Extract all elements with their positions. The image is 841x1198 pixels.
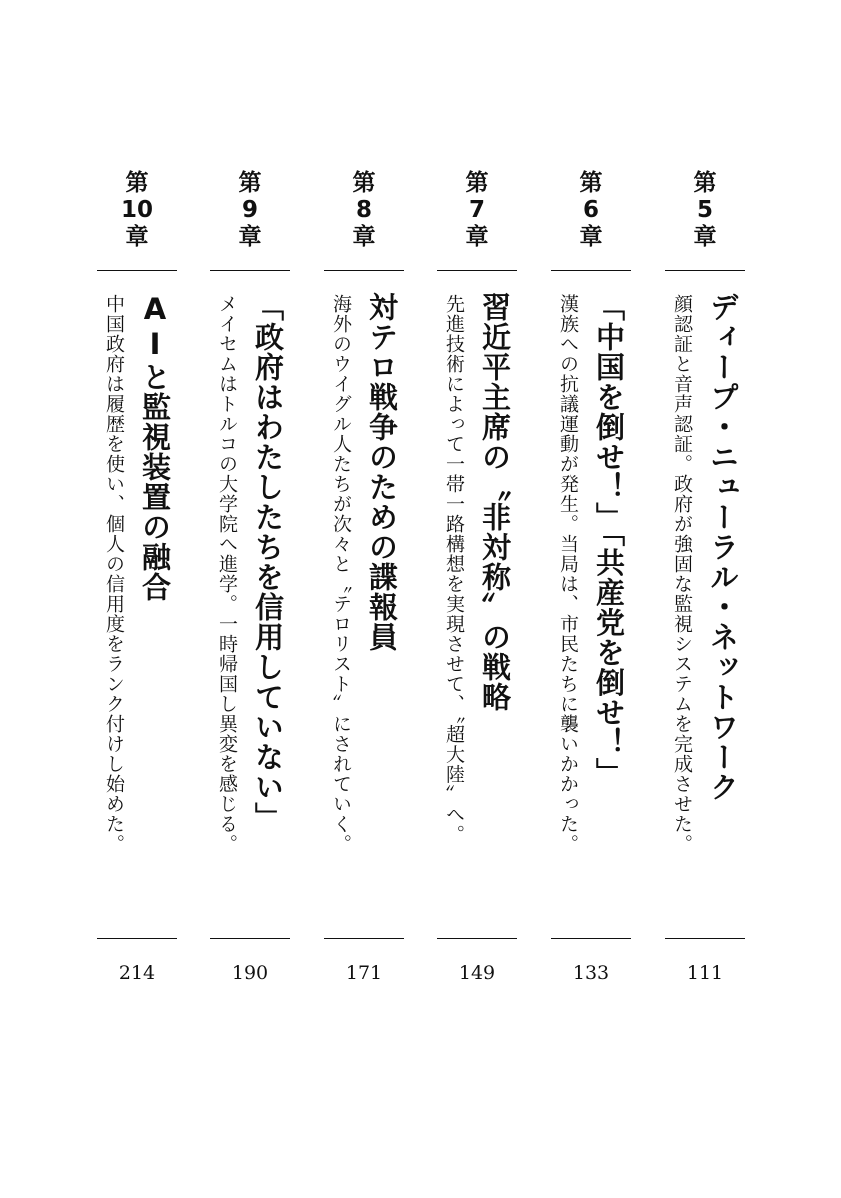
chapter-title: ディープ・ニューラル・ネットワーク bbox=[706, 292, 740, 802]
bottom-divider bbox=[97, 938, 177, 939]
chapter-number-label: 第 7 章 bbox=[465, 170, 489, 250]
chapter-number-label: 第 8 章 bbox=[352, 170, 376, 250]
chapter-summary: 海外のウイグル人たちが次々と〝テロリスト〟にされていく。 bbox=[330, 294, 352, 854]
top-divider bbox=[210, 270, 290, 271]
page-number: 111 bbox=[686, 962, 724, 984]
page-number: 171 bbox=[345, 962, 383, 984]
chapter-7 bbox=[437, 0, 517, 1198]
chapter-10 bbox=[97, 0, 177, 1198]
chapter-summary: 顔認証と音声認証。政府が強固な監視システムを完成させた。 bbox=[671, 294, 693, 854]
top-divider bbox=[324, 270, 404, 271]
chapter-summary: 漢族への抗議運動が発生。当局は、市民たちに襲いかかった。 bbox=[557, 294, 579, 854]
bottom-divider bbox=[665, 938, 745, 939]
bottom-divider bbox=[324, 938, 404, 939]
chapter-6 bbox=[551, 0, 631, 1198]
chapter-9 bbox=[210, 0, 290, 1198]
chapter-number-label: 第 5 章 bbox=[693, 170, 717, 250]
chapter-5 bbox=[665, 0, 745, 1198]
chapter-title: AIと監視装置の融合 bbox=[138, 292, 172, 602]
chapter-summary: 先進技術によって一帯一路構想を実現させて、〝超大陸〟へ。 bbox=[443, 294, 465, 845]
chapter-summary: 中国政府は履歴を使い、個人の信用度をランク付けし始めた。 bbox=[103, 294, 125, 854]
chapter-number-label: 第 6 章 bbox=[579, 170, 603, 250]
top-divider bbox=[551, 270, 631, 271]
bottom-divider bbox=[437, 938, 517, 939]
chapter-title: 対テロ戦争のための諜報員 bbox=[365, 292, 399, 652]
chapter-number-label: 第 10 章 bbox=[120, 170, 153, 250]
bottom-divider bbox=[551, 938, 631, 939]
chapter-title: 「中国を倒せ！」「共産党を倒せ！」 bbox=[592, 292, 626, 788]
top-divider bbox=[437, 270, 517, 271]
bottom-divider bbox=[210, 938, 290, 939]
page-number: 149 bbox=[458, 962, 496, 984]
page-number: 133 bbox=[572, 962, 610, 984]
chapter-8 bbox=[324, 0, 404, 1198]
page-number: 190 bbox=[231, 962, 269, 984]
top-divider bbox=[97, 270, 177, 271]
chapter-number-label: 第 9 章 bbox=[238, 170, 262, 250]
page-number: 214 bbox=[118, 962, 156, 984]
chapter-summary: メイセムはトルコの大学院へ進学。一時帰国し異変を感じる。 bbox=[216, 294, 238, 854]
chapter-title: 習近平主席の〝非対称〟の戦略 bbox=[478, 292, 512, 712]
top-divider bbox=[665, 270, 745, 271]
chapter-title: 「政府はわたしたちを信用していない」 bbox=[251, 292, 285, 832]
